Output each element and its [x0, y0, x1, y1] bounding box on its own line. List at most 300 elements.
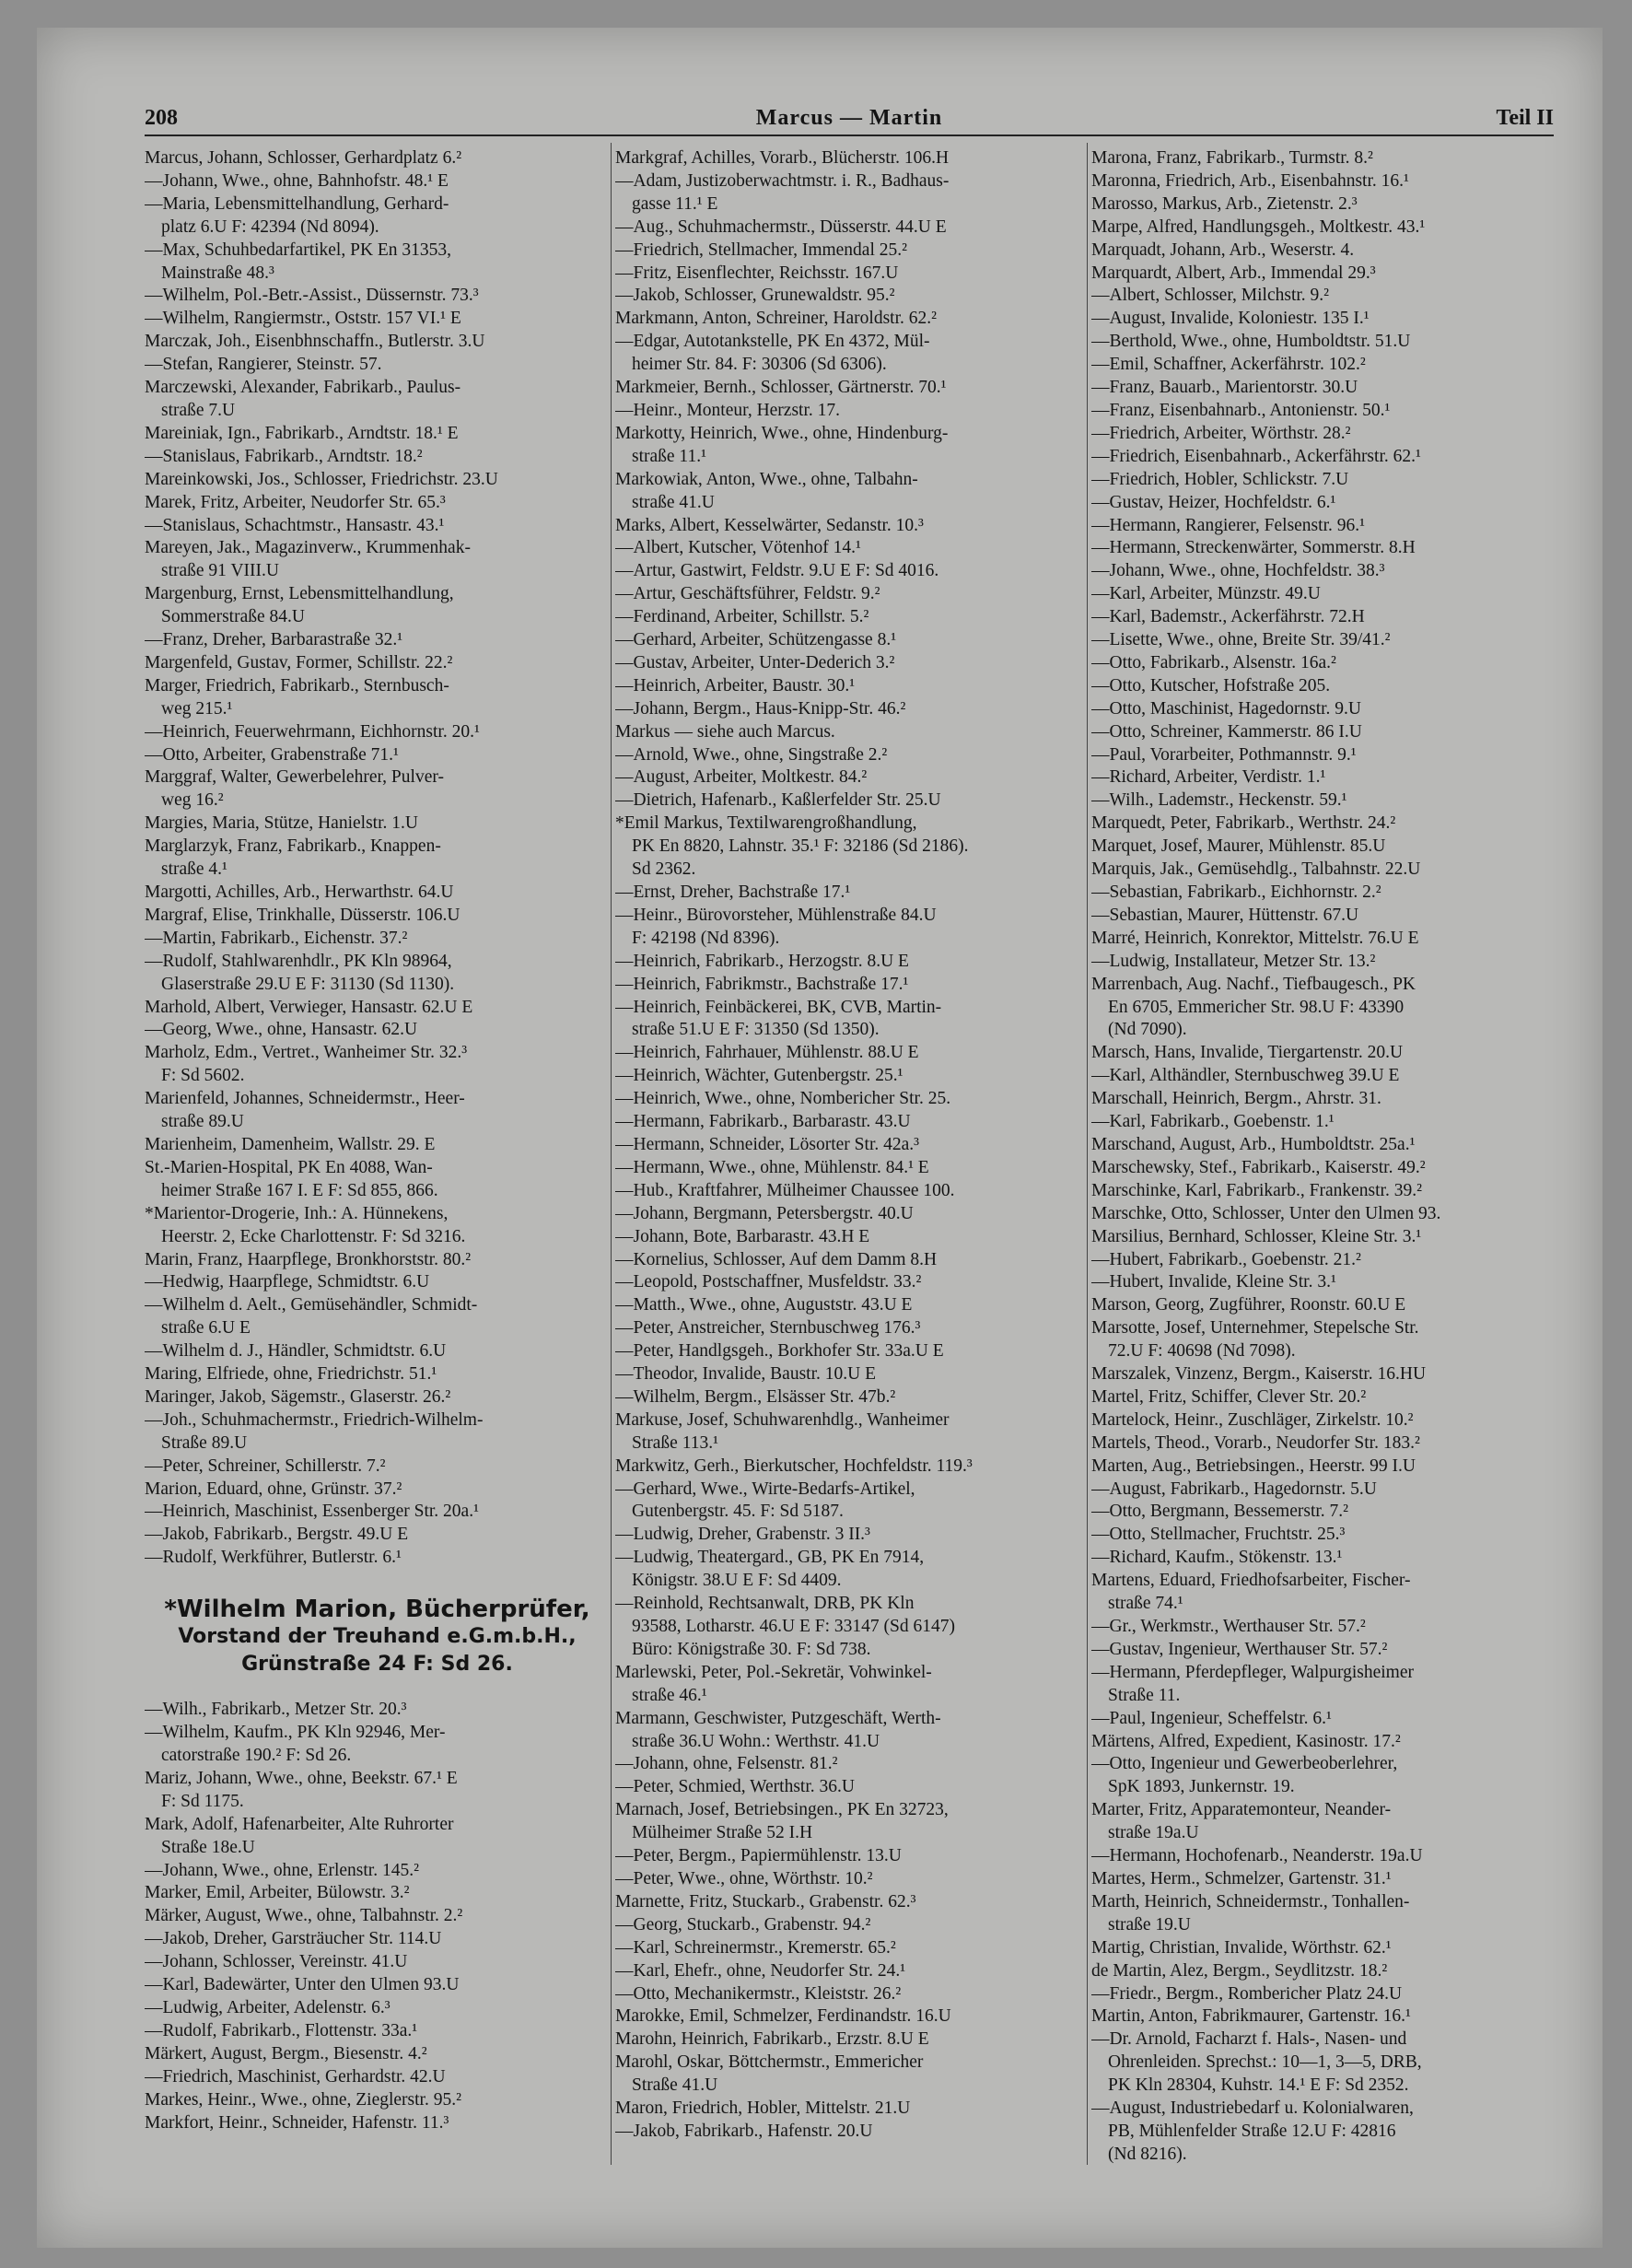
- directory-entry: [145, 446, 610, 469]
- column-divider: [1087, 143, 1088, 2165]
- directory-entry: [145, 905, 610, 928]
- directory-entry: [1091, 1455, 1556, 1479]
- entry-continuation-line: Sd 2362.: [632, 859, 696, 880]
- entry-continuation-line: straße 19.U: [1108, 1914, 1191, 1935]
- entry-line: —Arnold, Wwe., ohne, Singstraße 2.²: [615, 744, 888, 765]
- directory-entry: [145, 193, 610, 240]
- directory-entry: [145, 813, 610, 836]
- directory-entry: [1091, 1501, 1556, 1524]
- entry-line: Markowiak, Anton, Wwe., ohne, Talbahn-: [615, 469, 918, 489]
- entry-line: Marsch, Hans, Invalide, Tiergartenstr. 20.U: [1091, 1043, 1404, 1063]
- directory-entry: [1091, 1891, 1556, 1937]
- directory-entry: [1091, 423, 1556, 446]
- directory-entry: [1091, 882, 1556, 905]
- entry-line: —Hubert, Fabrikarb., Goebenstr. 21.²: [1091, 1249, 1361, 1269]
- entry-line: —Heinr., Bürovorsteher, Mühlenstraße 84.U: [615, 905, 937, 925]
- entry-continuation-line: straße 7.U: [161, 400, 236, 420]
- advertisement-wilhelm-marion: [145, 1596, 610, 1678]
- directory-entry: [145, 2066, 610, 2089]
- entry-line: Markwitz, Gerh., Bierkutscher, Hochfeldstr. 119.³: [615, 1455, 973, 1476]
- entry-continuation-line: SpK 1893, Junkernstr. 19.: [1108, 1777, 1295, 1797]
- entry-line: de Martin, Alez, Bergm., Seydlitzstr. 18.²: [1091, 1960, 1388, 1981]
- entry-line: —Hubert, Invalide, Kleine Str. 3.¹: [1091, 1272, 1336, 1292]
- entry-line: —Karl, Ehefr., ohne, Neudorfer Str. 24.¹: [615, 1960, 906, 1981]
- entry-line: —Johann, ohne, Felsenstr. 81.²: [615, 1754, 838, 1774]
- directory-entry: [1091, 240, 1556, 263]
- directory-entry: [145, 1814, 610, 1860]
- directory-entry: [615, 2098, 1080, 2121]
- directory-entry: [145, 766, 610, 813]
- ad-line-2: Vorstand der Treuhand e.G.m.b.H.,: [178, 1625, 577, 1649]
- entry-line: Marten, Aug., Betriebsingen., Heerstr. 99 I.U: [1091, 1455, 1416, 1476]
- entry-line: —Heinrich, Fabrikarb., Herzogstr. 8.U E: [615, 951, 909, 971]
- entry-line: Marpe, Alfred, Handlungsgeh., Moltkestr. 43.¹: [1091, 216, 1426, 237]
- entry-line: —Peter, Schmied, Werthstr. 36.U: [615, 1777, 855, 1797]
- entry-line: —Johann, Wwe., ohne, Bahnhofstr. 48.¹ E: [145, 170, 449, 191]
- directory-entry: [145, 1157, 610, 1203]
- directory-entry: [1091, 469, 1556, 492]
- directory-entry: [615, 285, 1080, 308]
- directory-entry: [145, 629, 610, 652]
- entry-line: Martel, Fritz, Schiffer, Clever Str. 20.²: [1091, 1386, 1367, 1407]
- entry-line: Martin, Anton, Fabrikmaurer, Gartenstr. 16.¹: [1091, 2006, 1411, 2027]
- entry-line: —Wilhelm, Pol.-Betr.-Assist., Düssernstr. 73.³: [145, 286, 479, 306]
- entry-continuation-line: (Nd 8216).: [1108, 2144, 1187, 2164]
- ad-line-3: Grünstraße 24 F: Sd 26.: [241, 1653, 513, 1677]
- directory-entry: [615, 1593, 1080, 1662]
- directory-entry: [1091, 446, 1556, 469]
- entry-line: —Peter, Anstreicher, Sternbuschweg 176.³: [615, 1318, 921, 1339]
- directory-entry: [615, 2028, 1080, 2052]
- directory-entry: [615, 583, 1080, 606]
- directory-entry: [615, 377, 1080, 400]
- entry-line: —Adam, Justizoberwachtmstr. i. R., Badhaus-: [615, 170, 950, 191]
- entry-line: —Wilhelm, Rangiermstr., Oststr. 157 VI.¹ E: [145, 309, 461, 329]
- entry-line: Märtens, Alfred, Expedient, Kasinostr. 17.²: [1091, 1731, 1401, 1751]
- directory-entry: [615, 951, 1080, 974]
- directory-entry: [615, 263, 1080, 286]
- entry-line: —Friedrich, Hobler, Schlickstr. 7.U: [1091, 469, 1349, 489]
- entry-line: —Heinrich, Feuerwehrmann, Eichhornstr. 20.¹: [145, 721, 480, 742]
- entry-line: —Edgar, Autotankstelle, PK En 4372, Mül-: [615, 332, 930, 352]
- entry-line: —Johann, Bergm., Haus-Knipp-Str. 46.²: [615, 698, 906, 719]
- entry-continuation-line: Büro: Königstraße 30. F: Sd 738.: [632, 1639, 871, 1659]
- entry-line: —Hub., Kraftfahrer, Mülheimer Chaussee 100.: [615, 1180, 955, 1200]
- column-1-entries-bottom: [145, 1699, 610, 2134]
- directory-entry: [1091, 515, 1556, 538]
- entry-line: —Leopold, Postschaffner, Musfeldstr. 33.²: [615, 1272, 922, 1292]
- entry-line: Marczewski, Alexander, Fabrikarb., Paulus-: [145, 378, 461, 398]
- entry-line: Markgraf, Achilles, Vorarb., Blücherstr. 106.H: [615, 148, 950, 168]
- entry-line: Marker, Emil, Arbeiter, Bülowstr. 3.²: [145, 1883, 410, 1903]
- entry-line: —Gr., Werkmstr., Werthauser Str. 57.²: [1091, 1617, 1366, 1636]
- directory-entry: [1091, 377, 1556, 400]
- directory-entry: [145, 2112, 610, 2135]
- directory-entry: [145, 469, 610, 492]
- entry-line: Mareyen, Jak., Magazinverw., Krummenhak-: [145, 538, 471, 558]
- entry-line: Marczak, Joh., Eisenbhnschaffn., Butlerstr. 3.U: [145, 332, 485, 352]
- entry-continuation-line: straße 74.¹: [1108, 1594, 1183, 1614]
- entry-line: Margenfeld, Gustav, Former, Schillstr. 22.²: [145, 652, 453, 672]
- directory-entry: [145, 354, 610, 377]
- directory-entry: [1091, 583, 1556, 606]
- entry-line: —Lisette, Wwe., ohne, Breite Str. 39/41.²: [1091, 630, 1391, 650]
- directory-entry: [615, 1409, 1080, 1455]
- entry-line: Marnette, Fritz, Stuckarb., Grabenstr. 62.³: [615, 1891, 916, 1911]
- directory-entry: [1091, 698, 1556, 721]
- entry-line: —Martin, Fabrikarb., Eichenstr. 37.²: [145, 928, 408, 948]
- entry-line: —Heinrich, Maschinist, Essenberger Str. 20a.¹: [145, 1502, 479, 1522]
- directory-entry: [145, 1547, 610, 1570]
- entry-continuation-line: (Nd 7090).: [1108, 1020, 1187, 1040]
- entry-line: —Stanislaus, Fabrikarb., Arndtstr. 18.²: [145, 446, 423, 466]
- directory-entry: [1091, 928, 1556, 951]
- directory-entry: [1091, 1937, 1556, 1960]
- directory-entry: [1091, 1294, 1556, 1317]
- directory-entry: [615, 2005, 1080, 2028]
- directory-entry: [1091, 652, 1556, 675]
- directory-entry: [1091, 1249, 1556, 1272]
- directory-entry: [615, 1547, 1080, 1593]
- column-1: [145, 147, 610, 2134]
- entry-line: Marks, Albert, Kesselwärter, Sedanstr. 10.³: [615, 515, 924, 535]
- entry-continuation-line: Sommerstraße 84.U: [161, 607, 305, 627]
- entry-line: Markmann, Anton, Schreiner, Haroldstr. 62.²: [615, 309, 937, 329]
- directory-entry: [145, 1088, 610, 1134]
- entry-line: —Emil, Schaffner, Ackerfährstr. 102.²: [1091, 355, 1366, 375]
- entry-continuation-line: Straße 11.: [1108, 1685, 1181, 1705]
- entry-line: Martes, Herm., Schmelzer, Gartenstr. 31.¹: [1091, 1868, 1392, 1888]
- directory-entry: [615, 789, 1080, 813]
- entry-line: —Karl, Badewärter, Unter den Ulmen 93.U: [145, 1975, 460, 1995]
- directory-entry: [145, 423, 610, 446]
- directory-entry: [615, 560, 1080, 583]
- entry-continuation-line: F: 42198 (Nd 8396).: [632, 928, 780, 948]
- entry-line: Marter, Fritz, Apparatemonteur, Neander-: [1091, 1800, 1392, 1820]
- entry-line: —Peter, Schreiner, Schillerstr. 7.²: [145, 1455, 386, 1476]
- directory-entry: [1091, 1616, 1556, 1639]
- directory-entry: [1091, 1271, 1556, 1294]
- entry-line: —Otto, Bergmann, Bessemerstr. 7.²: [1091, 1502, 1348, 1522]
- entry-line: Markuse, Josef, Schuhwarenhdlg., Wanheimer: [615, 1409, 950, 1430]
- directory-entry: [145, 744, 610, 767]
- entry-continuation-line: Ohrenleiden. Sprechst.: 10—1, 3—5, DRB,: [1108, 2052, 1422, 2073]
- entry-line: —Gerhard, Arbeiter, Schützengasse 8.¹: [615, 630, 897, 650]
- column-2: [615, 147, 1080, 2144]
- directory-entry: [615, 905, 1080, 951]
- page-number: 208: [145, 106, 178, 130]
- entry-line: Markotty, Heinrich, Wwe., ohne, Hindenburg-: [615, 423, 949, 443]
- entry-line: —Otto, Kutscher, Hofstraße 205.: [1091, 675, 1331, 696]
- entry-line: —Fritz, Eisenflechter, Reichsstr. 167.U: [615, 263, 899, 283]
- entry-line: —Berthold, Wwe., ohne, Humboldtstr. 51.U: [1091, 332, 1411, 352]
- entry-line: —Dr. Arnold, Facharzt f. Hals-, Nasen- und: [1091, 2029, 1407, 2050]
- directory-entry: [1091, 1157, 1556, 1180]
- directory-entry: [145, 1249, 610, 1272]
- directory-entry: [145, 147, 610, 170]
- directory-entry: [1091, 721, 1556, 744]
- entry-line: —Karl, Bademstr., Ackerfährstr. 72.H: [1091, 607, 1365, 627]
- directory-entry: [615, 1226, 1080, 1249]
- directory-entry: [1091, 193, 1556, 216]
- directory-entry: [1091, 331, 1556, 354]
- entry-line: —Matth., Wwe., ohne, Auguststr. 43.U E: [615, 1295, 913, 1315]
- entry-continuation-line: Straße 18e.U: [161, 1837, 255, 1857]
- entry-line: Marnach, Josef, Betriebsingen., PK En 32723,: [615, 1800, 949, 1820]
- directory-entry: [615, 2121, 1080, 2144]
- entry-line: Marszalek, Vinzenz, Bergm., Kaiserstr. 16.HU: [1091, 1364, 1427, 1385]
- directory-entry: [615, 170, 1080, 216]
- directory-entry: [615, 1479, 1080, 1525]
- entry-line: —Heinrich, Fahrhauer, Mühlenstr. 88.U E: [615, 1043, 919, 1063]
- entry-line: —Artur, Geschäftsführer, Feldstr. 9.²: [615, 584, 880, 604]
- directory-entry: [1091, 1180, 1556, 1203]
- entry-line: —Friedrich, Maschinist, Gerhardstr. 42.U: [145, 2066, 446, 2087]
- entry-line: —Otto, Fabrikarb., Alsenstr. 16a.²: [1091, 652, 1336, 672]
- entry-line: Märkert, August, Bergm., Biesenstr. 4.²: [145, 2043, 427, 2063]
- entry-line: —Gustav, Ingenieur, Werthauser Str. 57.²: [1091, 1639, 1388, 1659]
- entry-continuation-line: straße 4.¹: [161, 859, 227, 880]
- directory-entry: [1091, 974, 1556, 1043]
- directory-entry: [145, 721, 610, 744]
- directory-entry: [145, 1363, 610, 1386]
- directory-entry: [145, 1455, 610, 1479]
- directory-entry: [615, 1386, 1080, 1409]
- entry-line: Marschewsky, Stef., Fabrikarb., Kaiserstr. 49.²: [1091, 1157, 1426, 1177]
- directory-entry: [615, 974, 1080, 997]
- entry-line: —Ludwig, Theatergard., GB, PK En 7914,: [615, 1548, 925, 1568]
- directory-entry: [1091, 1524, 1556, 1547]
- directory-entry: [615, 216, 1080, 240]
- directory-entry: [615, 1983, 1080, 2006]
- entry-line: —Hedwig, Haarpflege, Schmidtstr. 6.U: [145, 1272, 430, 1292]
- entry-line: —Ferdinand, Arbeiter, Schillstr. 5.²: [615, 607, 869, 627]
- entry-continuation-line: straße 36.U Wohn.: Werthstr. 41.U: [632, 1731, 880, 1751]
- entry-line: —Hermann, Rangierer, Felsenstr. 96.¹: [1091, 515, 1365, 535]
- directory-entry: [615, 1937, 1080, 1960]
- entry-line: Marggraf, Walter, Gewerbelehrer, Pulver-: [145, 767, 444, 788]
- entry-line: —Wilh., Lademstr., Heckenstr. 59.¹: [1091, 790, 1347, 811]
- entry-line: —Peter, Bergm., Papiermühlenstr. 13.U: [615, 1846, 902, 1866]
- directory-entry: [145, 1905, 610, 1928]
- entry-line: —Otto, Stellmacher, Fruchtstr. 25.³: [1091, 1525, 1346, 1545]
- directory-entry: [615, 1363, 1080, 1386]
- entry-line: —Georg, Wwe., ohne, Hansastr. 62.U: [145, 1020, 418, 1040]
- entry-line: Marohl, Oskar, Böttchermstr., Emmericher: [615, 2052, 924, 2073]
- directory-entry: [615, 1180, 1080, 1203]
- entry-continuation-line: straße 6.U E: [161, 1318, 251, 1339]
- entry-continuation-line: PB, Mühlenfelder Straße 12.U F: 42816: [1108, 2121, 1396, 2141]
- entry-line: —Peter, Wwe., ohne, Wörthstr. 10.²: [615, 1868, 873, 1888]
- directory-entry: [145, 1501, 610, 1524]
- directory-entry: [145, 1524, 610, 1547]
- directory-entry: [615, 1203, 1080, 1226]
- entry-line: Mark, Adolf, Hafenarbeiter, Alte Ruhrorter: [145, 1814, 454, 1834]
- entry-continuation-line: gasse 11.¹ E: [632, 193, 718, 214]
- directory-entry: [145, 1042, 610, 1088]
- entry-line: —Peter, Handlgsgeh., Borkhofer Str. 33a.U E: [615, 1341, 944, 1362]
- entry-line: —Franz, Dreher, Barbarastraße 32.¹: [145, 630, 403, 650]
- entry-line: —Heinrich, Feinbäckerei, BK, CVB, Martin-: [615, 997, 942, 1017]
- entry-line: —Heinrich, Wwe., ohne, Nombericher Str. 25.: [615, 1089, 951, 1109]
- entry-line: —Rudolf, Stahlwarenhdlr., PK Kln 98964,: [145, 951, 452, 971]
- entry-line: —Ludwig, Arbeiter, Adelenstr. 6.³: [145, 1997, 391, 2017]
- directory-entry: [1091, 1960, 1556, 1983]
- directory-entry: [615, 1134, 1080, 1157]
- entry-line: Marin, Franz, Haarpflege, Bronkhorststr. 80.²: [145, 1249, 472, 1269]
- directory-entry: [145, 882, 610, 905]
- entry-line: —August, Arbeiter, Moltkestr. 84.²: [615, 767, 868, 788]
- entry-continuation-line: straße 89.U: [161, 1112, 244, 1132]
- directory-entry: [1091, 1547, 1556, 1570]
- directory-entry: [615, 997, 1080, 1043]
- directory-entry: [1091, 537, 1556, 560]
- directory-entry: [1091, 308, 1556, 331]
- entry-line: —Gustav, Arbeiter, Unter-Dederich 3.²: [615, 652, 895, 672]
- entry-line: Marsotte, Josef, Unternehmer, Stepelsche Str.: [1091, 1318, 1419, 1339]
- entry-line: —Ernst, Dreher, Bachstraße 17.¹: [615, 883, 851, 902]
- entry-line: Marquadt, Johann, Arb., Weserstr. 4.: [1091, 240, 1355, 260]
- entry-continuation-line: weg 16.²: [161, 790, 224, 811]
- entry-continuation-line: Glaserstraße 29.U E F: 31130 (Sd 1130).: [161, 974, 455, 994]
- entry-line: Markes, Heinr., Wwe., ohne, Zieglerstr. 95.²: [145, 2089, 461, 2110]
- directory-entry: [1091, 744, 1556, 767]
- directory-entry: [145, 583, 610, 629]
- entry-line: Mareinkowski, Jos., Schlosser, Friedrichstr. 23.U: [145, 469, 498, 489]
- directory-entry: [145, 1134, 610, 1157]
- entry-line: —Rudolf, Fabrikarb., Flottenstr. 33a.¹: [145, 2020, 418, 2040]
- entry-line: Markus — siehe auch Marcus.: [615, 721, 835, 742]
- directory-entry: [615, 1065, 1080, 1088]
- entry-line: Märker, August, Wwe., ohne, Talbahnstr. 2.²: [145, 1906, 463, 1926]
- directory-entry: [145, 515, 610, 538]
- entry-line: Marek, Fritz, Arbeiter, Neudorfer Str. 65.³: [145, 492, 446, 512]
- directory-entry: [145, 2089, 610, 2112]
- directory-entry: [145, 1479, 610, 1502]
- entry-line: Martels, Theod., Vorarb., Neudorfer Str. 183.²: [1091, 1432, 1420, 1453]
- entry-line: Marglarzyk, Franz, Fabrikarb., Knappen-: [145, 836, 441, 857]
- entry-line: —Johann, Schlosser, Vereinstr. 41.U: [145, 1952, 408, 1972]
- entry-line: —Otto, Arbeiter, Grabenstraße 71.¹: [145, 744, 399, 765]
- directory-entry: [1091, 1111, 1556, 1134]
- entry-line: —Friedr., Bergm., Rombericher Platz 24.U: [1091, 1983, 1403, 2004]
- entry-continuation-line: Mainstraße 48.³: [161, 263, 274, 283]
- entry-line: —Sebastian, Fabrikarb., Eichhornstr. 2.²: [1091, 883, 1381, 902]
- entry-line: —Karl, Althändler, Sternbuschweg 39.U E: [1091, 1066, 1400, 1086]
- directory-entry: [145, 951, 610, 997]
- directory-entry: [615, 1868, 1080, 1891]
- directory-entry: [615, 147, 1080, 170]
- entry-line: —Georg, Stuckarb., Grabenstr. 94.²: [615, 1914, 871, 1935]
- entry-line: —Johann, Wwe., ohne, Hochfeldstr. 38.³: [1091, 561, 1385, 581]
- entry-continuation-line: platz 6.U F: 42394 (Nd 8094).: [161, 216, 379, 237]
- directory-entry: [1091, 1868, 1556, 1891]
- entry-line: Marona, Franz, Fabrikarb., Turmstr. 8.²: [1091, 148, 1373, 168]
- directory-entry: [1091, 1088, 1556, 1111]
- entry-line: —August, Industriebedarf u. Kolonialwaren,: [1091, 2098, 1414, 2119]
- entry-continuation-line: straße 91 VIII.U: [161, 561, 279, 581]
- entry-line: Marquedt, Peter, Fabrikarb., Werthstr. 24.²: [1091, 813, 1396, 834]
- directory-entry: [615, 1340, 1080, 1363]
- directory-entry: [1091, 2005, 1556, 2028]
- entry-line: Marth, Heinrich, Schneidermstr., Tonhallen-: [1091, 1891, 1410, 1911]
- directory-entry: [145, 240, 610, 286]
- entry-line: —Richard, Arbeiter, Verdistr. 1.¹: [1091, 767, 1326, 788]
- entry-line: —Albert, Kutscher, Vötenhof 14.¹: [615, 538, 861, 558]
- entry-line: Marger, Friedrich, Fabrikarb., Sternbusch-: [145, 675, 449, 696]
- entry-line: Marson, Georg, Zugführer, Roonstr. 60.U E: [1091, 1295, 1406, 1315]
- entry-line: —August, Fabrikarb., Hagedornstr. 5.U: [1091, 1479, 1377, 1499]
- entry-continuation-line: Straße 89.U: [161, 1432, 248, 1453]
- directory-entry: [1091, 492, 1556, 515]
- directory-entry: [145, 675, 610, 721]
- entry-line: Marschke, Otto, Schlosser, Unter den Ulmen 93.: [1091, 1203, 1441, 1223]
- entry-line: —Max, Schuhbedarfartikel, PK En 31353,: [145, 240, 452, 260]
- directory-entry: [615, 1753, 1080, 1776]
- entry-line: Marrenbach, Aug. Nachf., Tiefbaugesch., PK: [1091, 974, 1416, 994]
- directory-entry: [1091, 400, 1556, 423]
- directory-entry: [1091, 1317, 1556, 1363]
- entry-line: Maron, Friedrich, Hobler, Mittelstr. 21.U: [615, 2098, 911, 2119]
- directory-entry: [1091, 859, 1556, 882]
- directory-entry: [1091, 951, 1556, 974]
- directory-entry: [615, 698, 1080, 721]
- entry-line: —Stefan, Rangierer, Steinstr. 57.: [145, 355, 382, 375]
- directory-entry: [145, 997, 610, 1020]
- entry-line: —August, Invalide, Koloniestr. 135 I.¹: [1091, 309, 1370, 329]
- entry-line: Martelock, Heinr., Zuschläger, Zirkelstr. 10.²: [1091, 1409, 1414, 1430]
- entry-line: —Hermann, Hochofenarb., Neanderstr. 19a.U: [1091, 1846, 1423, 1866]
- entry-line: —Karl, Schreinermstr., Kremerstr. 65.²: [615, 1937, 896, 1958]
- entry-line: —Hermann, Wwe., ohne, Mühlenstr. 84.¹ E: [615, 1157, 929, 1177]
- directory-entry: [145, 170, 610, 193]
- entry-line: Martig, Christian, Invalide, Wörthstr. 62.¹: [1091, 1937, 1392, 1958]
- directory-entry: [615, 606, 1080, 629]
- entry-continuation-line: weg 215.¹: [161, 698, 233, 719]
- directory-entry: [615, 721, 1080, 744]
- column-divider: [611, 143, 612, 2165]
- entry-line: —Ludwig, Dreher, Grabenstr. 3 II.³: [615, 1525, 870, 1545]
- entry-continuation-line: En 6705, Emmericher Str. 98.U F: 43390: [1108, 997, 1405, 1017]
- directory-entry: [145, 1340, 610, 1363]
- entry-line: —Dietrich, Hafenarb., Kaßlerfelder Str. 25.U: [615, 790, 941, 811]
- directory-entry: [615, 1455, 1080, 1479]
- entry-line: Marquardt, Albert, Arb., Immendal 29.³: [1091, 263, 1376, 283]
- directory-entry: [145, 1409, 610, 1455]
- directory-entry: [145, 285, 610, 308]
- entry-continuation-line: straße 19a.U: [1108, 1823, 1199, 1843]
- directory-entry: [1091, 1479, 1556, 1502]
- directory-entry: [1091, 1799, 1556, 1845]
- entry-line: —Wilhelm, Kaufm., PK Kln 92946, Mer-: [145, 1723, 446, 1743]
- directory-entry: [1091, 629, 1556, 652]
- entry-line: Maronna, Friedrich, Arb., Eisenbahnstr. 16.¹: [1091, 170, 1409, 191]
- entry-line: —Franz, Eisenbahnarb., Antonienstr. 50.¹: [1091, 400, 1391, 420]
- entry-line: —Jakob, Fabrikarb., Hafenstr. 20.U: [615, 2121, 873, 2141]
- directory-entry: [1091, 1134, 1556, 1157]
- ad-line-1: *Wilhelm Marion, Bücherprüfer,: [164, 1596, 590, 1624]
- directory-entry: [615, 1799, 1080, 1845]
- directory-entry: [1091, 1432, 1556, 1455]
- directory-entry: [1091, 766, 1556, 789]
- directory-entry: [1091, 1363, 1556, 1386]
- entry-continuation-line: Straße 41.U: [632, 2075, 718, 2096]
- entry-line: Marienfeld, Johannes, Schneidermstr., Heer-: [145, 1089, 465, 1109]
- directory-entry: [1091, 675, 1556, 698]
- entry-line: —Gustav, Heizer, Hochfeldstr. 6.¹: [1091, 492, 1336, 512]
- directory-entry: [1091, 905, 1556, 928]
- entry-line: —Jakob, Fabrikarb., Bergstr. 49.U E: [145, 1525, 409, 1545]
